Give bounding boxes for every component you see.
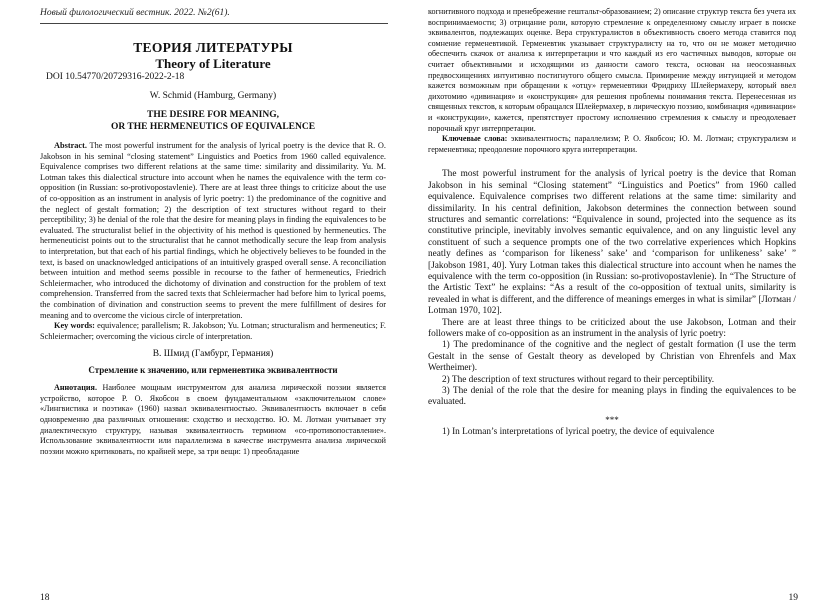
article-title-en bbox=[40, 109, 386, 133]
page-number-right: 19 bbox=[788, 593, 798, 603]
page-number-left: 18 bbox=[40, 593, 50, 603]
header-rule bbox=[40, 23, 388, 24]
keywords-label: Key words: bbox=[54, 321, 95, 331]
body-paragraph-1: The most powerful instrument for the analysis of lyrical poetry is the device that Roman Jakobson in his seminal “Closing statement” “Linguistics and Poetics” from 1960 called equivalence. Equivalence comprises two different relations at the same time: similarity and dissimilarity. In his central definition, Jakobson determines the connection between sound structures and semantic correlations: “Equivalence in sound, projected into the sequence as its constitutive principle, inevitably involves semantic equivalence, and on any linguistic level any constituent of such a sequence prompts one of the two correlative experiences which Hopkins neatly defines as ‘comparison for likeness’ sake’ and ‘comparison for unlikeness’ sake’ ” [Jakobson 1981, 40]. Yury Lotman takes this dialectical structure into account when he names the equivalence with the term co-opposition (in Russian: so-protivopostavlenie). In “The Structure of the Artistic Text” he explains: “As a result of the co-opposition of textual units, similarity is revealed in what is different, and the difference of meanings emerges in what is similar” [Лотман / Lotman 1970, 102]. bbox=[428, 169, 796, 317]
keywords-label-ru: Ключевые слова: bbox=[442, 134, 508, 144]
keywords-text: equivalence; parallelism; R. Jakobson; Yu. Lotman; structuralism and hermeneutics; F. Schleiermacher; overcoming the vicious circle of interpretation. bbox=[40, 321, 386, 341]
article-title-line-2: OR THE HERMENEUTICS OF EQUIVALENCE bbox=[110, 122, 316, 132]
keywords-text-ru: эквивалентность; параллелизм; Р. О. Якобсон; Ю. М. Лотман; структурализм и герменевтика; преодоление порочного круга интерпретации. bbox=[428, 134, 797, 154]
body-item-1: 1) The predominance of the cognitive and the neglect of gestalt formation (I use the term Gestalt in the sense of Gestalt theory as developed by Christian von Ehrenfels and Max Wertheimer). bbox=[428, 340, 796, 374]
article-title-line-1: THE DESIRE FOR MEANING, bbox=[147, 110, 279, 120]
running-header: Новый филологический вестник. 2022. №2(61). bbox=[40, 8, 230, 18]
section-separator: *** bbox=[605, 414, 619, 425]
abstract-text: The most powerful instrument for the analysis of lyrical poetry is the device that R. O. Jakobson in his seminal “closing statement” Linguistics and Poetics from 1960 called equivalence. Equivalence comprises two different relations at the same time: similarity and dissimilarity. Yu. M. Lotman takes this dialectical structure into account when he names the equivalence with the term co-opposition (in Russian: so-protivopostavlenie). There are at least three things to criticize about the use of co-opposition as an instrument in analysis of lyric poetry: 1) the predominance of the cognitive and the neglect of gestalt formation; 2) the description of text structures without regard to their perceptibility; 3) he denial of the role that the desire for meaning plays in finding the equivalences to be evaluated. The structuralist belief in the objectivity of his method is questioned by hermeneutics. The hermeneuticist points out to the structuralist that he cannot methodically secure the leap from analysis to interpretation, but that each of his partial findings, which he objectively believes to be founded in the text, is based on unacknowledged anticipations of an intuitively grasped overall sense. A reconciliation between intuition and method seems possible in recourse to the father of hermeneutics, Friedrich Schleiermacher, who introduced the dichotomy of divination and construction for the problem of text comprehension. Transferred from the sacred texts that Schleiermacher had before him to lyrical poems, the combination of divination and construction seems to prevent the mere fulfillment of desires for meaning and to overcome the vicious circle of interpretation. bbox=[40, 141, 386, 320]
article-title-ru: Стремление к значению, или герменевтика эквивалентности bbox=[88, 365, 338, 376]
body-item-next: 1) In Lotman’s interpretations of lyrical poetry, the device of equivalence bbox=[442, 426, 715, 437]
keywords-en bbox=[40, 321, 386, 342]
left-column bbox=[40, 36, 386, 457]
annotation-ru bbox=[40, 383, 386, 457]
body-paragraph-2: There are at least three things to be criticized about the use Jakobson, Lotman and their followers make of co-opposition as an instrument in the analysis of lyric poetry: bbox=[428, 317, 796, 339]
abstract-label: Abstract. bbox=[54, 141, 87, 150]
spacer bbox=[428, 155, 796, 169]
author-en: W. Schmid (Hamburg, Germany) bbox=[149, 91, 277, 101]
body-item-3: 3) The denial of the role that the desire for meaning plays in finding the equivalences to be evaluated. bbox=[428, 386, 796, 408]
section-title-en: Theory of Literature bbox=[155, 56, 271, 71]
doi: DOI 10.54770/20729316-2022-2-18 bbox=[46, 72, 185, 82]
right-page bbox=[410, 0, 820, 609]
right-column bbox=[428, 7, 796, 438]
author-ru: В. Шмид (Гамбург, Германия) bbox=[152, 349, 274, 360]
annotation-text: Наиболее мощным инструментом для анализа лирической поэзии является устройство, которое Р. О. Якобсон в своем фундаментальном «заключительном слове» «Лингвистика и поэтика» (1960) назвал эквивалентностью. Эквивалентность включает в себя одновременно два различных отношения: сходство и несходство. Ю. М. Лотман учитывает эту диалектическую структуру, называя эквивалентность термином «со-противопоставление». Использование эквивалентности или параллелизма в качестве инструмента анализа лирической поэзии можно критиковать, по крайней мере, за три вещи: 1) преобладание bbox=[40, 383, 386, 456]
abstract-en bbox=[40, 141, 386, 321]
keywords-ru bbox=[428, 134, 796, 155]
body-item-2: 2) The description of text structures without regard to their perceptibility. bbox=[442, 374, 715, 385]
section-title-ru: ТЕОРИЯ ЛИТЕРАТУРЫ bbox=[133, 40, 293, 55]
annotation-continued: когнитивного подхода и пренебрежение гештальт-образованием; 2) описание структур текста без учета их воспринимаемости; 3) отрицание роли, которую стремление к определенному смыслу играет в поиске эквивалентов, подлежащих оценке. Вера структуралистов в объективность своего метода ставится под сомнение герменевтикой. Герменевтик указывает структуралисту на то, что он не может методично обеспечить скачок от анализа к интерпретации и что каждый из его частичных выводов, которые он считает объективными и исходящими из данности самого текста, основан на неосознанных предвосхищениях интуитивно постигнутого общего смысла. Примирение между интуицией и методом кажется возможным при обращении к «отцу» герменевтики Фридриху Шлейермахеру, который ввел дихотомию «дивинация» и «конструкция» для решения проблемы понимания текста. Перенесенная из священных текстов, к которым обращался Шлейермахер, в лирическую поэзию, комбинация «дивинации» и «конструкции», кажется, препятствует простому исполнению стремления к смыслу и преодолевает порочный круг интерпретации. bbox=[428, 7, 796, 133]
annotation-label: Аннотация. bbox=[54, 383, 97, 393]
